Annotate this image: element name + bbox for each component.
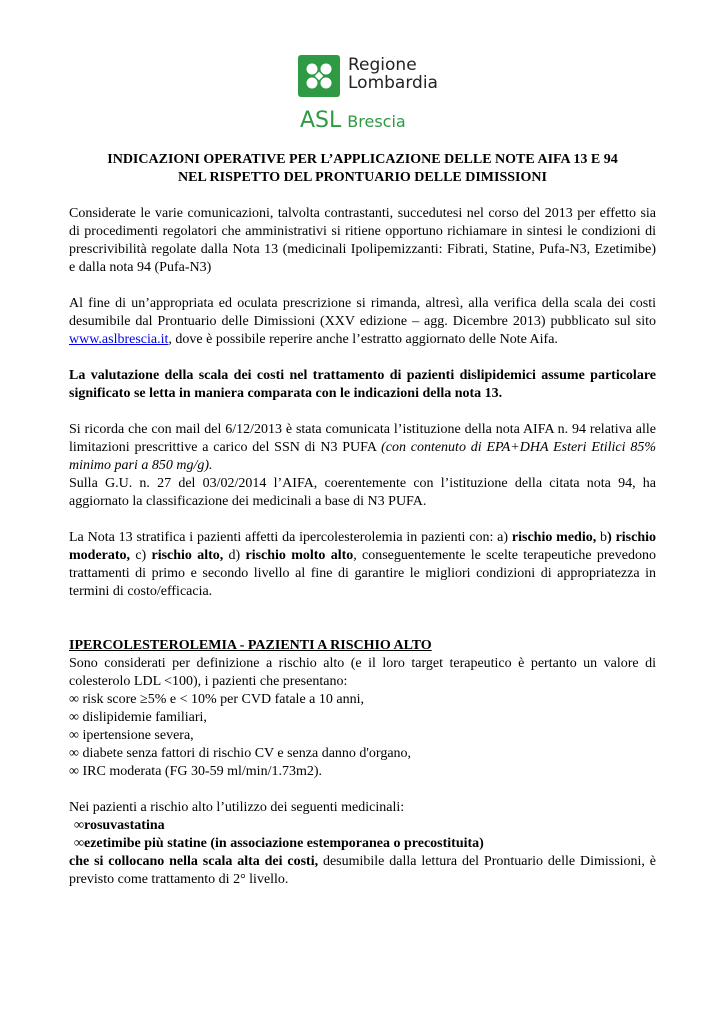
final-intro: Nei pazienti a rischio alto l’utilizzo dei seguenti medicinali: bbox=[69, 800, 405, 815]
logo-region-line1: Regione bbox=[348, 55, 417, 75]
document-title-line1: INDICAZIONI OPERATIVE PER L’APPLICAZIONE DELLE NOTE AIFA 13 E 94 bbox=[107, 152, 618, 167]
nota13-text-e: c) bbox=[130, 548, 152, 563]
regione-lombardia-emblem-icon bbox=[298, 55, 340, 97]
nota13-rischio-alto: rischio alto, bbox=[151, 548, 224, 563]
paragraph-prontuario-text-b: , dove è possibile reperire anche l’estratto aggiornato delle Note Aifa. bbox=[168, 332, 558, 347]
asl-website-link[interactable]: www.aslbrescia.it bbox=[69, 332, 169, 347]
paragraph-cost-scale: La valutazione della scala dei costi nel trattamento di pazienti dislipidemici assume particolare significato se letta in maniera comparata con le indicazioni della nota 13. bbox=[69, 368, 656, 401]
nota13-rischio-molto-alto: rischio molto alto bbox=[245, 548, 354, 563]
section-intro: Sono considerati per definizione a rischio alto (e il loro target terapeutico è pertanto un valore di colesterolo LDL <100), i pazienti che presentano: bbox=[69, 656, 656, 689]
nota13-rischio-medio: rischio medio, bbox=[511, 530, 597, 545]
final-rest: desumibile dalla lettura del Prontuario delle Dimissioni, è previsto come trattamento di 2° livello. bbox=[69, 854, 657, 887]
paragraph-intro: Considerate le varie comunicazioni, talvolta contrastanti, succedutesi nel corso del 2013 per effetto sia di procedimenti regolatori che amministrativi si ritiene opportuno richiamare in sintesi le condizioni di prescrivibilità regolate dalla Nota 13 (medicinali Ipolipemizzanti: Fibrati, Statine, Pufa-N3, Ezetimibe) e dalla nota 94 (Pufa-N3) bbox=[69, 206, 656, 275]
document-title-line2: NEL RISPETTO DEL PRONTUARIO DELLE DIMISSIONI bbox=[178, 170, 547, 185]
paragraph-nota13 bbox=[69, 529, 656, 601]
list-item: ∞ risk score ≥5% e < 10% per CVD fatale a 10 anni, bbox=[69, 692, 364, 707]
nota13-rischio-moderato: rischio moderato, bbox=[69, 530, 657, 563]
nota13-text-c: b bbox=[596, 530, 608, 545]
logo-region-line2: Lombardia bbox=[348, 73, 438, 93]
list-item: ∞ dislipidemie familiari, bbox=[69, 710, 207, 725]
nota13-text-g: , conseguentemente le scelte terapeutiche prevedono trattamenti di primo e secondo livello al fine di garantire le migliori condizioni di appropriatezza in termini di costo/efficacia. bbox=[69, 548, 656, 599]
list-item: ∞ IRC moderata (FG 30-59 ml/min/1.73m2). bbox=[69, 764, 323, 779]
nota13-text-a: La Nota 13 stratifica i pazienti affetti da ipercolesterolemia in pazienti con: a) bbox=[69, 530, 512, 545]
logo bbox=[298, 52, 458, 137]
paragraph-prontuario bbox=[69, 295, 656, 349]
final-conclusion bbox=[69, 853, 656, 889]
drug-item-ezetimibe: ∞ezetimibe più statine (in associazione estemporanea o precostituita) bbox=[74, 836, 484, 851]
drug-item-rosuvastatina: ∞rosuvastatina bbox=[74, 818, 165, 833]
section-heading: IPERCOLESTEROLEMIA - PAZIENTI A RISCHIO ALTO bbox=[69, 638, 432, 653]
list-item: ∞ diabete senza fattori di rischio CV e senza danno d'organo, bbox=[69, 746, 412, 761]
paragraph-prontuario-text-a: Al fine di un’appropriata ed oculata prescrizione si rimanda, altresì, alla verifica della scala dei costi desumibile dal Prontuario delle Dimissioni (XXV edizione – agg. Dicembre 2013) pubblicato sul sito bbox=[69, 296, 656, 329]
paragraph-gu: Sulla G.U. n. 27 del 03/02/2014 l’AIFA, coerentemente con l’istituzione della citata nota 94, ha aggiornato la classificazione dei medicinali a base di N3 PUFA. bbox=[69, 476, 656, 509]
nota94-text-a: Si ricorda che con mail del 6/12/2013 è stata comunicata l’istituzione della nota AIFA n. 94 relativa alle limitazioni prescrittive a carico del SSN di N3 PUFA bbox=[69, 422, 656, 455]
nota94-italic: (con contenuto di EPA+DHA Esteri Etilici 85% minimo pari a 850 mg/g). bbox=[69, 440, 657, 473]
logo-asl-text bbox=[300, 108, 406, 133]
paragraph-nota94 bbox=[69, 421, 656, 475]
nota13-paren: ) bbox=[607, 530, 612, 545]
final-bold: che si collocano nella scala alta dei costi, bbox=[69, 854, 319, 869]
document-body bbox=[69, 151, 656, 889]
list-item: ∞ ipertensione severa, bbox=[69, 728, 194, 743]
nota13-text-f: d) bbox=[223, 548, 246, 563]
logo-city: Brescia bbox=[347, 112, 406, 131]
logo-asl: ASL bbox=[300, 108, 342, 133]
